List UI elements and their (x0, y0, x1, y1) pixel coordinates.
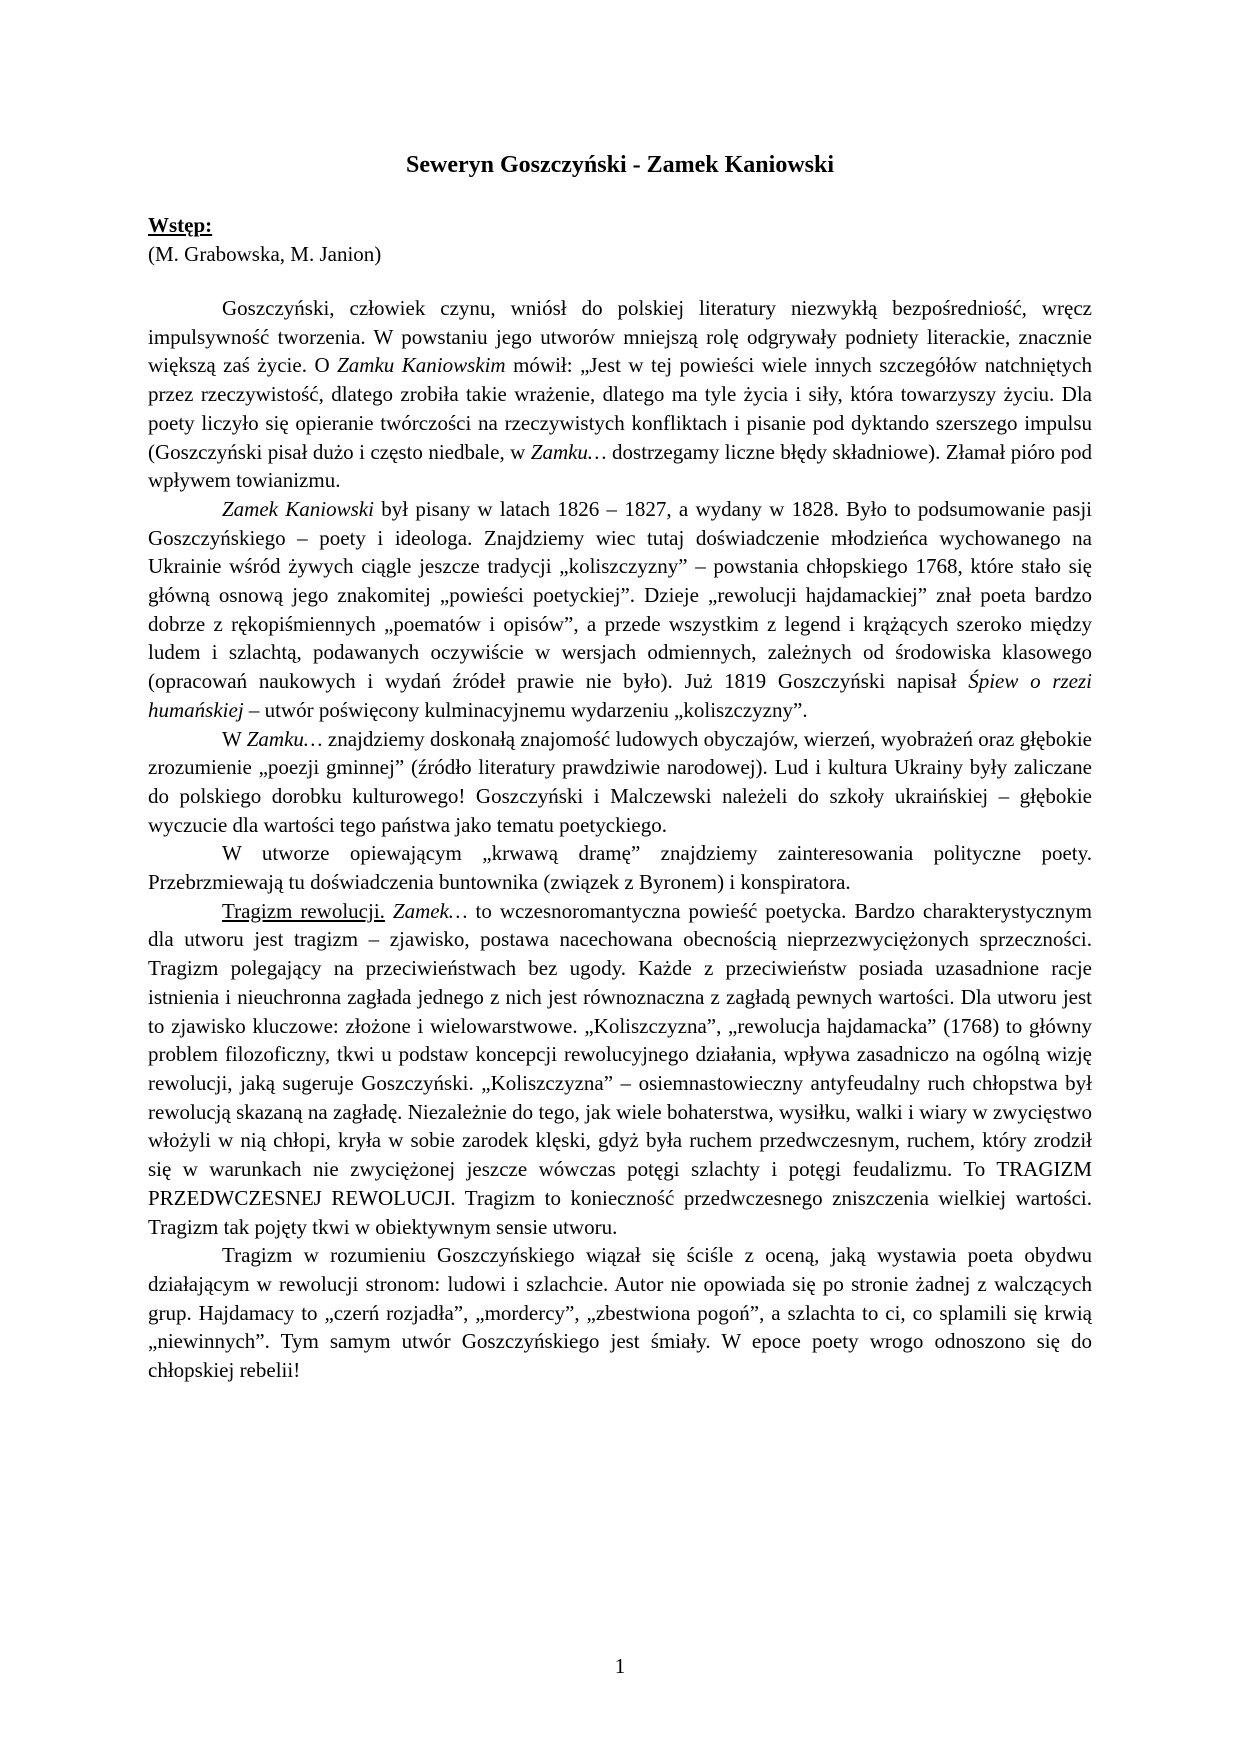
italic-title: Zamek Kaniowski (222, 496, 374, 521)
text-run: Tragizm w rozumieniu Goszczyńskiego wiązał się ściśle z oceną, jaką wystawia poeta obydwu działającym w rewolucji stronom: ludowi i szlachcie. Autor nie opowiada się po stronie żadnej z walczących grup. Hajdamacy to „czerń rozjadła”, „mordercy”, „zbestwiona pogoń”, a szlachta to ci, co splamili się krwią „niewinnych”. Tym samym utwór Goszczyńskiego jest śmiały. W epoce poety wrogo odnoszono się do chłopskiej rebelii! (148, 1243, 1092, 1383)
text-run: W utworze opiewającym „krwawą dramę” znajdziemy zainteresowania polityczne poety. Przebrzmiewają tu doświadczenia buntownika (związek z Byronem) i konspiratora. (148, 841, 1092, 895)
paragraph (148, 897, 1092, 1241)
text-run: mówił: „Jest w tej powieści wiele innych szczegółów natchniętych przez rzeczywistość, dlatego zrobiła takie wrażenie, dlatego ma tyle życia i siły, która towarzyszy życiu. Dla poety liczyło się opieranie twórczości na rzeczywistych konfliktach i pisanie pod dyktando szerszego impulsu (Goszczyński pisał dużo i często niedbale, w (148, 353, 1092, 464)
text-run: był pisany w latach 1826 – 1827, a wydany w 1828. Było to podsumowanie pasji Goszczyńskiego – poety i ideologa. Znajdziemy wiec tutaj doświadczenie młodzieńca wychowanego na Ukrainie wśród żywych ciągle jeszcze tradycji „koliszczyzny” – powstania chłopskiego 1768, które stało się główną osnową jego znakomitej „powieści poetyckiej”. Dzieje „rewolucji hajdamackiej” znał poeta bardzo dobrze z rękopiśmiennych „poematów i opisów”, a przede wszystkim z legend i krążących szeroko między ludem i szlachtą, podawanych oczywiście w wersjach odmiennych, zależnych od środowiska klasowego (opracowań naukowych i wydań źródeł prawie nie było). Już 1819 Goszczyński napisał (148, 496, 1092, 694)
text-run: dostrzegamy liczne błędy składniowe). Złamał pióro pod wpływem towianizmu. (148, 439, 1093, 493)
italic-title: Śpiew o rzezi humańskiej (148, 669, 1092, 722)
text-run (385, 899, 393, 923)
section-heading-intro: Wstęp: (148, 213, 213, 237)
underlined-subheading: Tragizm rewolucji. (222, 898, 385, 923)
text-run: to wczesnoromantyczna powieść poetycka. Bardzo charakterystycznym dla utworu jest tragizm – zjawisko, postawa nacechowana obecnością nieprzezwyciężonych sprzeczności. Tragizm polegający na przeciwieństwach bez ugody. Każde z przeciwieństw posiada uzasadnione racje istnienia i nieuchronna zagłada jednego z nich jest równoznaczna z zagładą pewnych wartości. Dla utworu jest to zjawisko kluczowe: złożone i wielowarstwowe. „Koliszczyzna”, „rewolucja hajdamacka” (1768) to główny problem filozoficzny, tkwi u podstaw koncepcji rewolucyjnego działania, wpływa zasadniczo na ogólną wizję rewolucji, jaką sugeruje Goszczyński. „Koliszczyzna” – osiemnastowieczny antyfeudalny ruch chłopstwa był rewolucją skazaną na zagładę. Niezależnie do tego, jak wiele bohaterstwa, wysiłku, walki i wiary w zwycięstwo włożyli w nią chłopi, kryła w sobie zarodek klęski, gdyż była ruchem przedwczesnym, ruchem, który zrodził się w warunkach nie zwyciężonej jeszcze wówczas potęgi szlachty i potęgi feudalizmu. To TRAGIZM PRZEDWCZESNEJ REWOLUCJI. Tragizm to konieczność przedwczesnego zniszczenia wielkiej wartości. Tragizm tak pojęty tkwi w obiektywnym sensie utworu. (148, 898, 1093, 1239)
body-text (148, 294, 1092, 1385)
text-run: Goszczyński, człowiek czynu, wniósł do polskiej literatury niezwykłą bezpośredniość, wręcz impulsywność tworzenia. W powstaniu jego utworów mniejszą rolę odgrywały podniety literackie, znacznie większą zaś życie. O (148, 296, 1092, 378)
paragraph (148, 294, 1092, 495)
authors-note: (M. Grabowska, M. Janion) (148, 242, 382, 266)
paragraph (148, 1241, 1092, 1385)
document-title: Seweryn Goszczyński - Zamek Kaniowski (405, 152, 834, 178)
italic-title: Zamek… (392, 898, 468, 923)
paragraph (148, 495, 1092, 725)
italic-title: Zamku… (530, 439, 607, 464)
italic-title: Zamku Kaniowskim (337, 353, 506, 378)
text-run: W (222, 726, 247, 751)
text-run: – utwór poświęcony kulminacyjnemu wydarzeniu „koliszczyzny”. (243, 697, 808, 722)
page-number: 1 (614, 1654, 626, 1678)
italic-title: Zamku… (246, 726, 323, 751)
paragraph (148, 725, 1092, 840)
paragraph (148, 839, 1092, 896)
text-run: znajdziemy doskonałą znajomość ludowych obyczajów, wierzeń, wyobrażeń oraz głębokie zrozumienie „poezji gminnej” (źródło literatury prawdziwie narodowej). Lud i kultura Ukrainy były zaliczane do polskiego dorobku kulturowego! Goszczyński i Malczewski należeli do szkoły ukraińskiej – głębokie wyczucie dla wartości tego państwa jako tematu poetyckiego. (148, 726, 1092, 837)
